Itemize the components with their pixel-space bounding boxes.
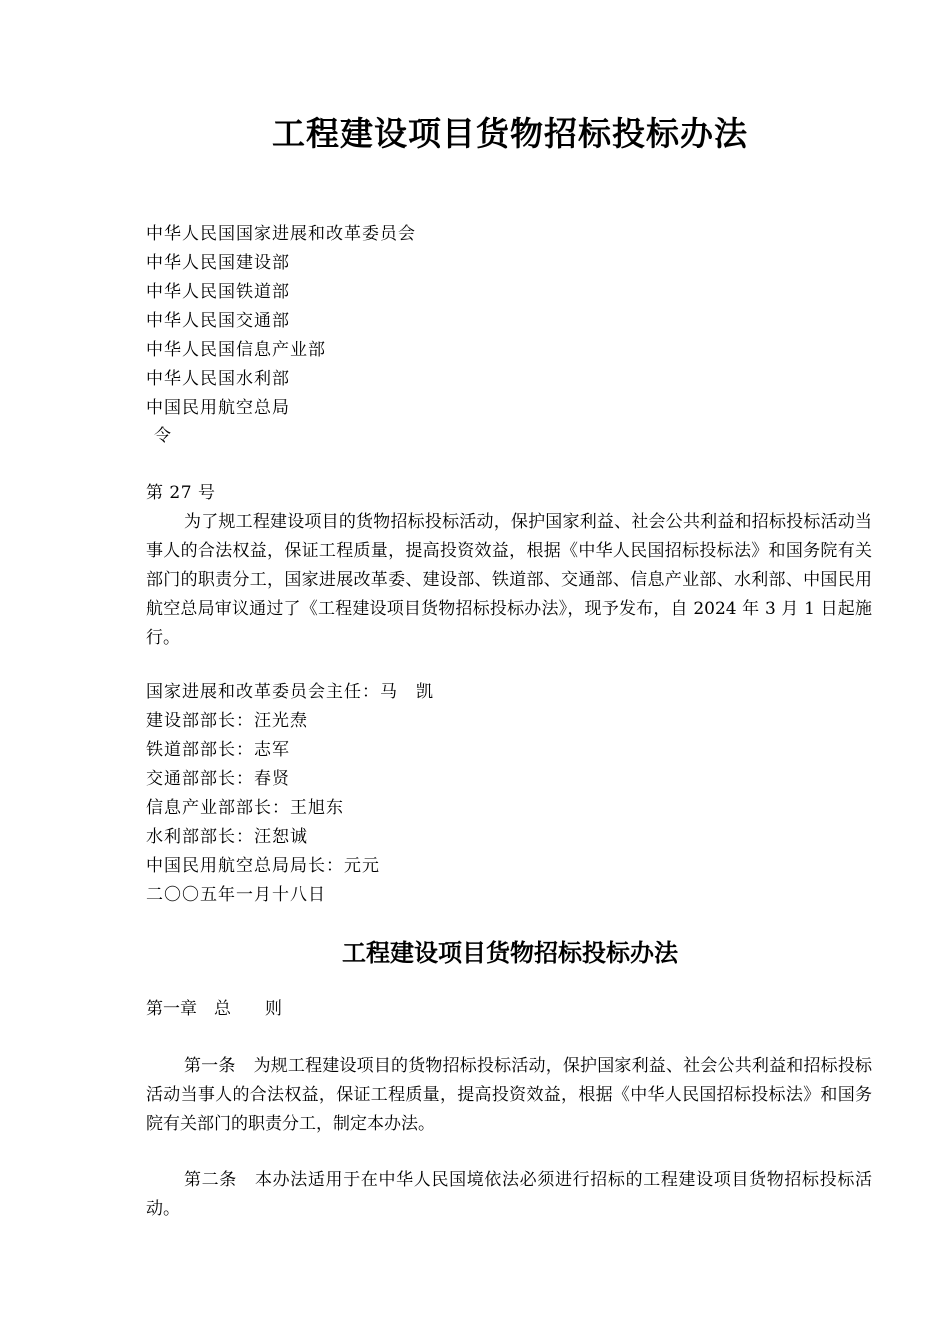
issuer-line: 中国民用航空总局 xyxy=(146,398,290,418)
signatory-line: 铁道部部长：志军 xyxy=(146,740,290,760)
decree-number: 第 27 号 xyxy=(146,483,216,503)
decree-label: 令 xyxy=(154,426,171,446)
article-1 xyxy=(146,1052,872,1139)
signatory-line: 交通部部长：春贤 xyxy=(146,769,290,789)
article-text: 为规工程建设项目的货物招标投标活动，保护国家利益、社会公共利益和招标投标活动当事人的合法权益，保证工程质量，提高投资效益，根据《中华人民国招标投标法》和国务院有关部门的职责分工，制定本办法。 xyxy=(146,1056,873,1134)
article-text: 本办法适用于在中华人民国境依法必须进行招标的工程建设项目货物招标投标活动。 xyxy=(146,1170,873,1219)
document-title: 工程建设项目货物招标投标办法 xyxy=(272,114,748,153)
preamble-paragraph: 为了规工程建设项目的货物招标投标活动，保护国家利益、社会公共利益和招标投标活动当事人的合法权益，保证工程质量，提高投资效益，根据《中华人民国招标投标法》和国务院有关部门的职责分工，国家进展改革委、建设部、铁道部、交通部、信息产业部、水利部、中国民用航空总局审议通过了《工程建设项目货物招标投标办法》，现予发布，自 2024 年 3 月 1 日起施行。 xyxy=(146,512,872,648)
signatory-line: 中国民用航空总局局长：元元 xyxy=(146,856,380,876)
signatory-line: 水利部部长：汪恕诚 xyxy=(146,827,308,847)
issuer-line: 中华人民国信息产业部 xyxy=(146,340,326,360)
signing-date: 二〇〇五年一月十八日 xyxy=(146,885,326,905)
article-number: 第一条 xyxy=(184,1056,236,1076)
chapter-heading: 第一章 总 则 xyxy=(146,999,282,1019)
issuer-line: 中华人民国水利部 xyxy=(146,369,290,389)
issuing-authorities xyxy=(146,220,876,423)
signatory-line: 建设部部长：汪光焘 xyxy=(146,711,308,731)
signatories xyxy=(146,678,434,910)
article-number: 第二条 xyxy=(184,1170,237,1190)
issuer-line: 中华人民国建设部 xyxy=(146,253,290,273)
article-2 xyxy=(146,1166,872,1224)
regulation-title: 工程建设项目货物招标投标办法 xyxy=(342,938,678,967)
signatory-line: 信息产业部部长：王旭东 xyxy=(146,798,344,818)
signatory-line: 国家进展和改革委员会主任：马 凯 xyxy=(146,682,434,702)
issuer-line: 中华人民国国家进展和改革委员会 xyxy=(146,224,416,244)
issuer-line: 中华人民国铁道部 xyxy=(146,282,290,302)
issuer-line: 中华人民国交通部 xyxy=(146,311,290,331)
